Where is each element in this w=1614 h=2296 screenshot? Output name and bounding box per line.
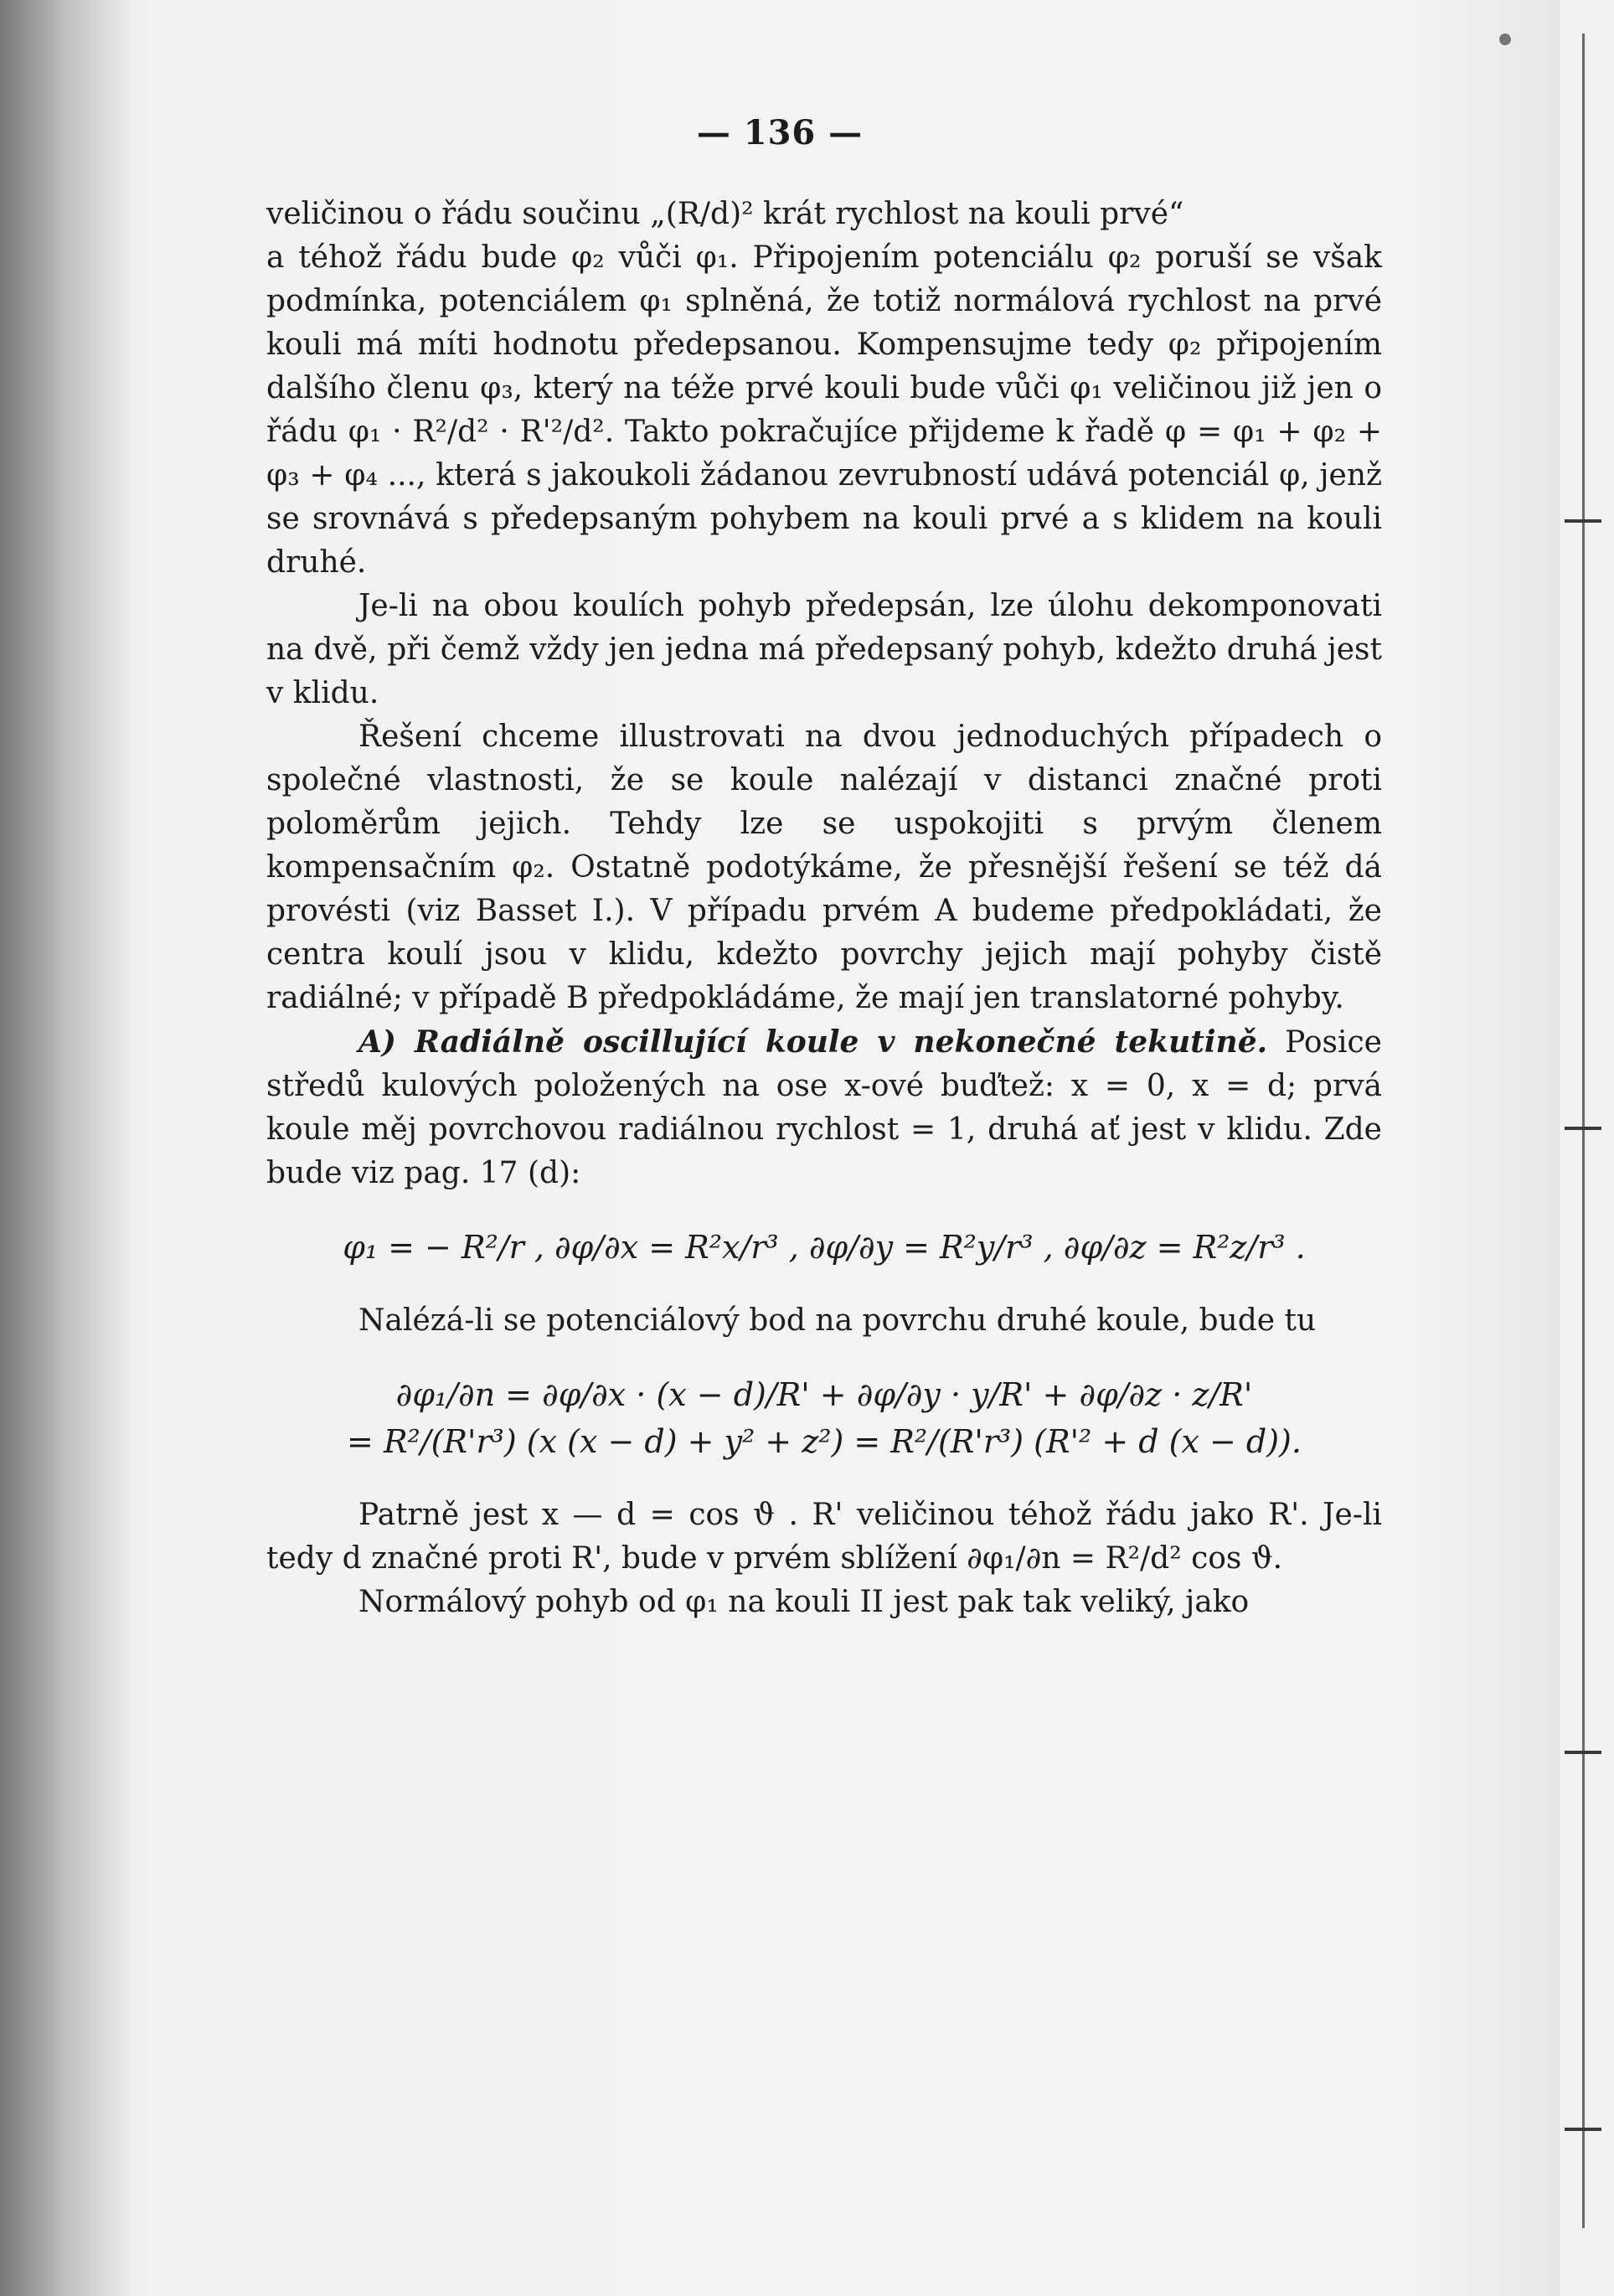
- paragraph-1-line-1: veličinou o řádu součinu „(R/d)² krát rychlost na kouli prvé“: [266, 197, 1184, 231]
- scan-edge-line: [1582, 34, 1585, 2228]
- paragraph-1-text: a téhož řádu bude φ₂ vůči φ₁. Připojením potenciálu φ₂ poruší se však podmínka, potenciálem φ₁ splněná, že totiž normálová rychlost na prvé kouli má míti hodnotu předepsanou. Kompensujme tedy φ₂ připojením dalšího členu φ₃, který na téže prvé kouli bude vůči φ₁ veličinou již jen o řádu φ₁ · R²/d² · R'²/d². Takto pokračujíce přijdeme k řadě φ = φ₁ + φ₂ + φ₃ + φ₄ ..., která s jakoukoli žádanou zevrubností udává potenciál φ, jenž se srovnává s předepsaným pohybem na kouli prvé a s klidem na kouli druhé.: [266, 240, 1382, 580]
- binding-shadow: [0, 0, 134, 2296]
- equation-normal-derivative-line-2: = R²/(R'r³) (x (x − d) + y² + z²) = R²/(R'r³) (R'² + d (x − d)).: [347, 1423, 1302, 1460]
- paragraph-1: [266, 193, 1382, 585]
- paragraph-4: [266, 1020, 1382, 1195]
- scan-margin-strip: [1560, 0, 1614, 2296]
- scan-tick-mark: [1565, 1751, 1601, 1754]
- scan-tick-mark: [1565, 1127, 1601, 1130]
- scan-tick-mark: [1565, 2128, 1601, 2131]
- paragraph-6: Patrně jest x — d = cos ϑ . R' veličinou téhož řádu jako R'. Je-li tedy d značné proti R', bude v prvém sblížení ∂φ₁/∂n = R²/d² cos ϑ.: [266, 1498, 1382, 1576]
- scan-tick-mark: [1565, 519, 1601, 523]
- paragraph-5: Nalézá-li se potenciálový bod na povrchu druhé koule, bude tu: [358, 1303, 1317, 1338]
- paragraph-3: Řešení chceme illustrovati na dvou jednoduchých případech o společné vlastnosti, že se koule nalézají v distanci značné proti poloměrům jejich. Tehdy lze se uspokojiti s prvým členem kompensačním φ₂. Ostatně podotýkáme, že přesnější řešení se též dá provésti (viz Basset I.). V případu prvém A budeme předpokládati, že centra koulí jsou v klidu, kdežto povrchy jejich mají pohyby čistě radiálné; v případě B předpokládáme, že mají jen translatorné pohyby.: [266, 720, 1382, 1015]
- equation-potential-gradients: φ₁ = − R²/r , ∂φ/∂x = R²x/r³ , ∂φ/∂y = R²y/r³ , ∂φ/∂z = R²z/r³ .: [343, 1229, 1306, 1266]
- paragraph-2: Je-li na obou koulích pohyb předepsán, lze úlohu dekomponovati na dvě, při čemž vždy jen jedna má předepsaný pohyb, kdežto druhá jest v klidu.: [266, 589, 1382, 710]
- section-heading-a: A) Radiálně oscillující koule v nekonečné tekutině.: [358, 1024, 1268, 1060]
- page-number: — 136 —: [696, 113, 864, 152]
- equation-normal-derivative: [266, 1371, 1382, 1465]
- paragraph-4-text: Posice středů kulových položených na ose x-ové buďtež: x = 0, x = d; prvá koule měj povrchovou radiálnou rychlost = 1, druhá ať jest v klidu. Zde bude viz pag. 17 (d):: [266, 1025, 1382, 1190]
- ink-speck: [1499, 34, 1511, 45]
- equation-normal-derivative-line-1: ∂φ₁/∂n = ∂φ/∂x · (x − d)/R' + ∂φ/∂y · y/R' + ∂φ/∂z · z/R': [395, 1376, 1253, 1413]
- paragraph-7: Normálový pohyb od φ₁ na kouli II jest pak tak veliký, jako: [358, 1585, 1250, 1619]
- page-body: [266, 193, 1382, 1624]
